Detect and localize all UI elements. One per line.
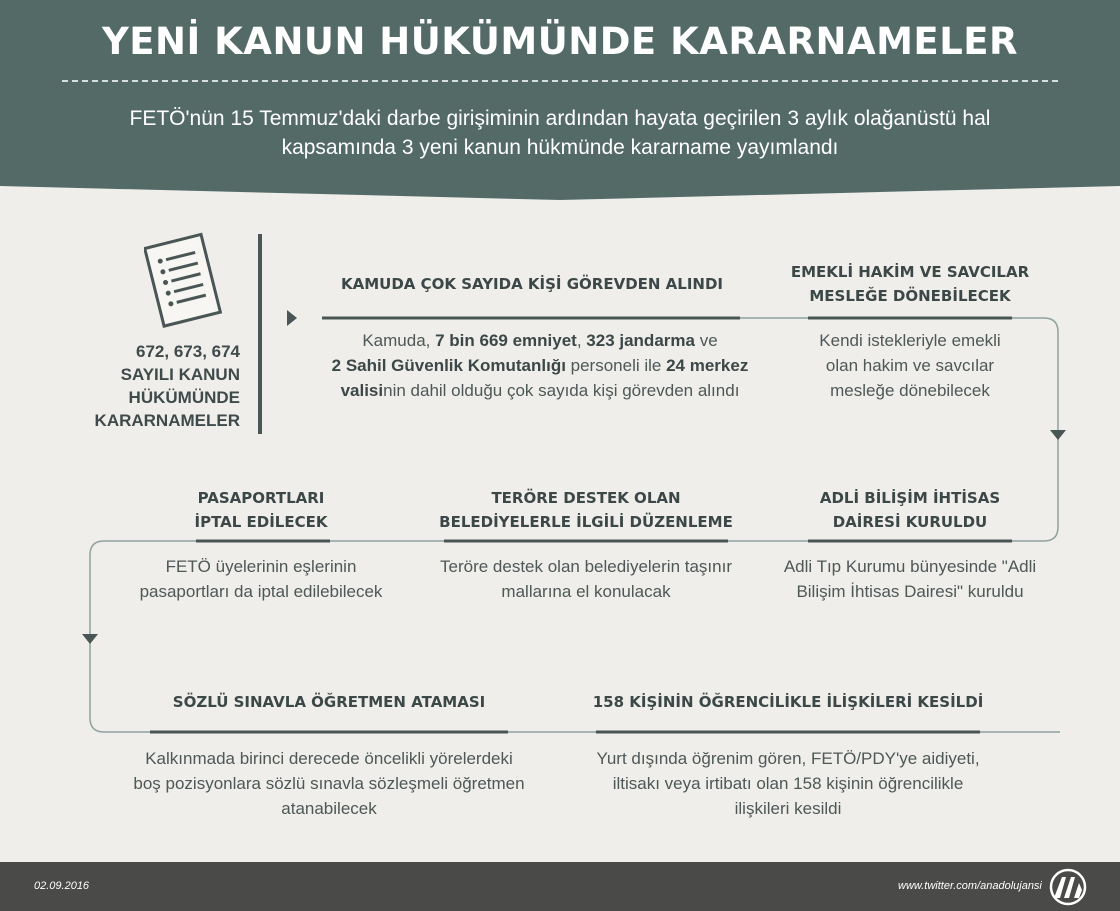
text-fragment: nin dahil olduğu çok sayıda kişi görevden alındı — [383, 381, 740, 400]
section-title-passports — [150, 486, 372, 534]
publish-date: 02.09.2016 — [34, 880, 90, 892]
section-title-teacher-appointment: SÖZLÜ SINAVLA ÖĞRETMEN ATAMASI — [172, 693, 486, 711]
bold-fragment: valisi — [340, 381, 384, 400]
body-line: boş pozisyonlara sözlü sınavla sözleşmeli öğretmen — [133, 774, 525, 793]
body-line: mallarına el konulacak — [501, 582, 671, 601]
bold-fragment: 24 merkez — [666, 356, 749, 375]
body-line: olan hakim ve savcılar — [825, 356, 995, 375]
body-line: iltisakı veya irtibatı olan 158 kişinin öğrencilikle — [612, 774, 964, 793]
title-line: PASAPORTLARI — [197, 489, 325, 507]
svg-text:AA: AA — [1068, 905, 1070, 906]
down-arrow-icon — [1050, 430, 1066, 440]
title-line: İPTAL EDİLECEK — [194, 513, 328, 531]
bold-fragment: 2 Sahil Güvenlik Komutanlığı — [331, 356, 566, 375]
page-title: YENİ KANUN HÜKÜMÜNDE KARARNAMELER — [101, 20, 1019, 63]
body-line: Adli Tıp Kurumu bünyesinde "Adli — [783, 557, 1037, 576]
anadolu-agency-logo-icon — [1048, 868, 1088, 906]
body-line: Kalkınmada birinci derecede öncelikli yörelerdeki — [145, 749, 513, 768]
title-line: EMEKLİ HAKİM VE SAVCILAR — [790, 263, 1030, 281]
subtitle-line-1: FETÖ'nün 15 Temmuz'daki darbe girişiminin ardından hayata geçirilen 3 aylık olağanüstü hal — [129, 107, 991, 130]
body-line: ilişkileri kesildi — [734, 799, 842, 818]
title-line: ADLİ BİLİŞİM İHTİSAS — [819, 489, 1001, 507]
section-title-retired-judges — [780, 260, 1040, 308]
body-line: pasaportları da iptal edilebilecek — [139, 582, 383, 601]
body-line: Yurt dışında öğrenim gören, FETÖ/PDY'ye aidiyeti, — [596, 749, 980, 768]
body-line: mesleğe dönebilecek — [830, 381, 990, 400]
twitter-link[interactable]: www.twitter.com/anadolujansi — [898, 880, 1042, 892]
decree-label-line-2: SAYILI KANUN — [120, 365, 240, 384]
body-line: atanabilecek — [281, 799, 377, 818]
section-title-dismissals: KAMUDA ÇOK SAYIDA KİŞİ GÖREVDEN ALINDI — [340, 275, 724, 293]
section-title-municipalities — [420, 486, 752, 534]
text-fragment: personeli ile — [565, 356, 667, 375]
title-line: BELEDİYELERLE İLGİLİ DÜZENLEME — [439, 513, 733, 531]
text-fragment: , — [576, 331, 587, 350]
section-title-students: 158 KİŞİNİN ÖĞRENCİLİKLE İLİŞKİLERİ KESİLDİ — [592, 693, 984, 711]
section-body-municipalities — [410, 554, 762, 604]
body-line: Kendi istekleriyle emekli — [819, 331, 1001, 350]
down-arrow-icon — [82, 634, 98, 644]
bold-fragment: 323 jandarma — [586, 331, 695, 350]
subtitle-line-2: kapsamında 3 yeni kanun hükmünde kararname yayımlandı — [281, 136, 839, 159]
decree-label-line-4: KARARNAMELER — [94, 411, 240, 430]
decree-label-line-3: HÜKÜMÜNDE — [128, 388, 240, 407]
section-title-forensic-it — [780, 486, 1040, 534]
title-line: DAİRESİ KURULDU — [832, 513, 988, 531]
body-line: FETÖ üyelerinin eşlerinin — [165, 557, 357, 576]
title-line: TERÖRE DESTEK OLAN — [491, 489, 681, 507]
text-fragment: Kamuda, — [362, 331, 436, 350]
decree-label-line-1: 672, 673, 674 — [136, 342, 240, 361]
body-line: Bilişim İhtisas Dairesi" kuruldu — [796, 582, 1024, 601]
body-line: Teröre destek olan belediyelerin taşınır — [440, 557, 732, 576]
text-fragment: ve — [694, 331, 718, 350]
footer-bar — [0, 862, 1120, 911]
section-body-forensic-it — [760, 554, 1060, 604]
section-body-teacher-appointment — [120, 746, 538, 821]
section-body-students — [574, 746, 1002, 821]
section-body-retired-judges — [780, 328, 1040, 403]
title-line: MESLEĞE DÖNEBİLECEK — [809, 287, 1011, 305]
section-body-passports — [120, 554, 402, 604]
bold-fragment: 7 bin 669 emniyet — [435, 331, 577, 350]
section-body-dismissals — [316, 328, 764, 403]
